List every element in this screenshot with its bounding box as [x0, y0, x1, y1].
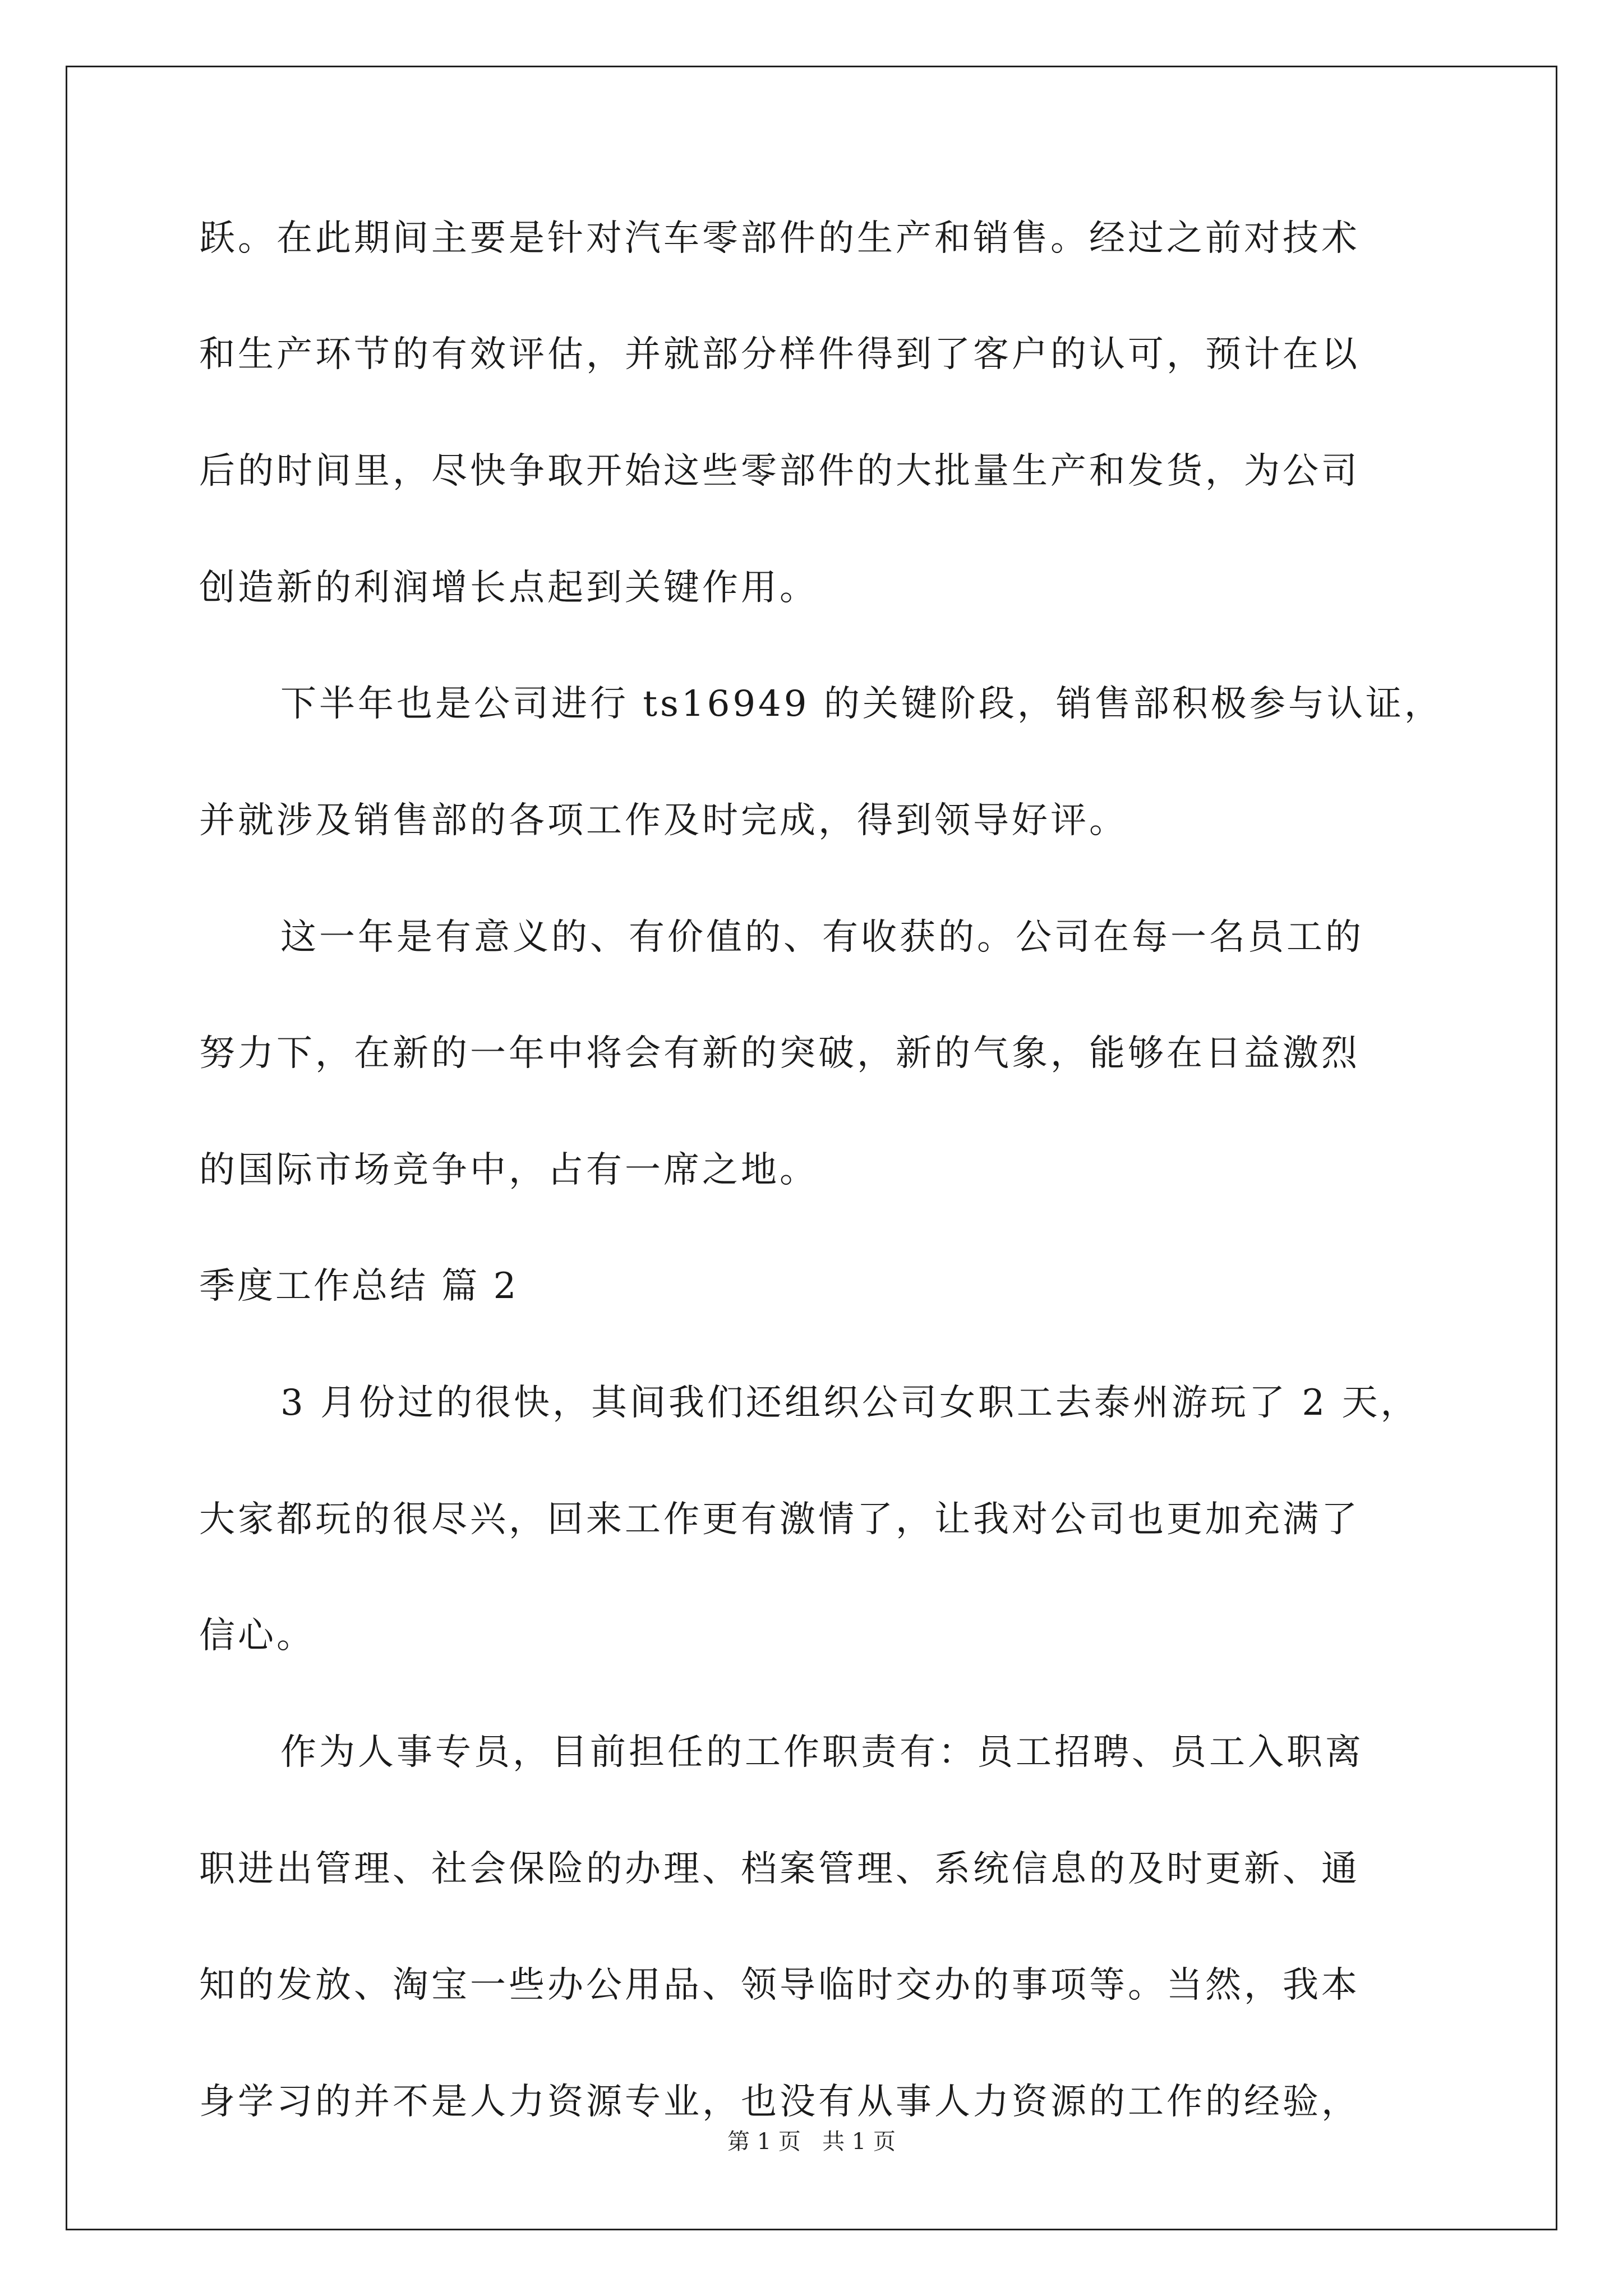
paragraph-first-line: 这一年是有意义的、有价值的、有收获的。公司在每一名员工的 [280, 917, 1364, 958]
paragraph-first-line: 作为人事专员，目前担任的工作职责有：员工招聘、员工入职离 [280, 1732, 1364, 1773]
body-text-line: 并就涉及销售部的各项工作及时完成，得到领导好评。 [199, 800, 1128, 841]
section-heading: 季度工作总结 篇 2 [199, 1266, 519, 1307]
body-text-line: 努力下，在新的一年中将会有新的突破，新的气象，能够在日益激烈 [199, 1033, 1360, 1074]
paragraph-first-line: 3 月份过的很快，其间我们还组织公司女职工去泰州游玩了 2 天， [280, 1382, 1419, 1424]
body-text-line: 身学习的并不是人力资源专业，也没有从事人力资源的工作的经验， [199, 2081, 1360, 2123]
body-text-line: 的国际市场竞争中，占有一席之地。 [199, 1149, 818, 1191]
page-number-footer: 第 1 页 共 1 页 [727, 2129, 896, 2155]
body-text-line: 信心。 [199, 1615, 315, 1657]
body-text-line: 后的时间里，尽快争取开始这些零部件的大批量生产和发货，为公司 [199, 450, 1360, 492]
body-text-line: 知的发放、淘宝一些办公用品、领导临时交办的事项等。当然，我本 [199, 1964, 1360, 2006]
body-text-line: 创造新的利润增长点起到关键作用。 [199, 567, 818, 609]
body-text-line: 大家都玩的很尽兴，回来工作更有激情了，让我对公司也更加充满了 [199, 1499, 1360, 1540]
body-text-line: 职进出管理、社会保险的办理、档案管理、系统信息的及时更新、通 [199, 1848, 1360, 1890]
body-text-line: 和生产环节的有效评估，并就部分样件得到了客户的认可，预计在以 [199, 334, 1360, 375]
body-text-line: 跃。在此期间主要是针对汽车零部件的生产和销售。经过之前对技术 [199, 218, 1360, 259]
paragraph-first-line: 下半年也是公司进行 ts16949 的关键阶段，销售部积极参与认证， [280, 683, 1443, 725]
